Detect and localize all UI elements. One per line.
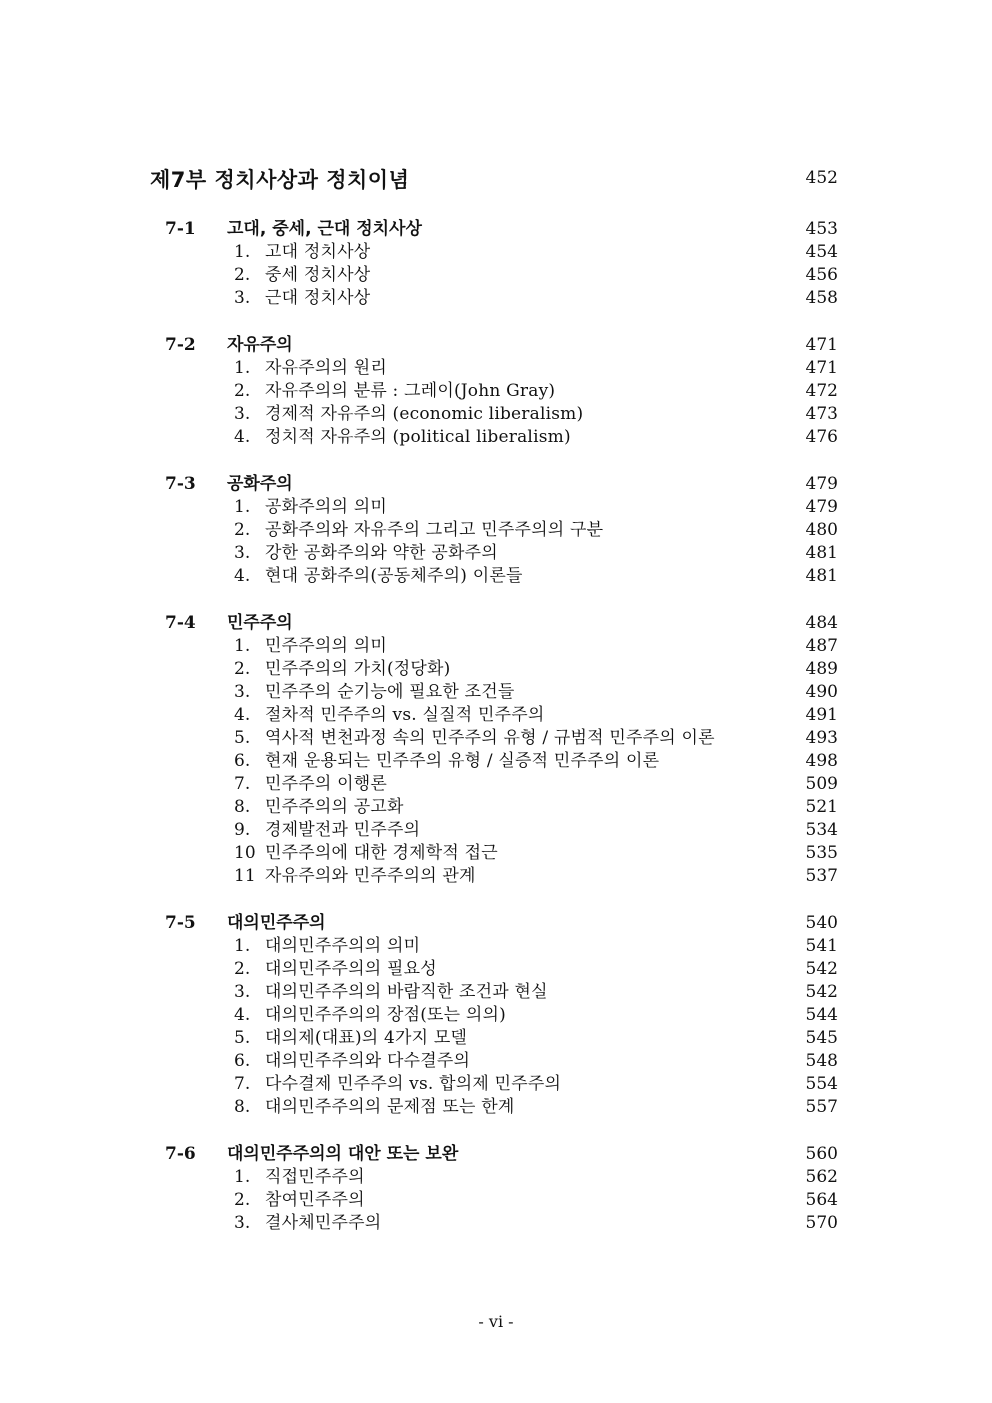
entry-title: 다수결제 민주주의 vs. 합의제 민주주의 (265, 1074, 562, 1094)
section-page-number: 484 (805, 613, 838, 633)
entry-number: 5. (234, 728, 251, 748)
entry-number: 9. (234, 820, 251, 840)
entry-number: 3. (234, 404, 251, 424)
entry-page-number: 537 (805, 866, 838, 886)
entry-title: 현대 공화주의(공동체주의) 이론들 (265, 566, 523, 586)
toc-entry-row (165, 981, 838, 1004)
entry-page-number: 480 (805, 520, 838, 540)
toc-entry-row (165, 819, 838, 842)
entry-page-number: 487 (805, 636, 838, 656)
toc-entry-row (165, 241, 838, 264)
toc-entry-row (165, 1050, 838, 1073)
part-page-number: 452 (805, 168, 838, 188)
toc-entry-row (165, 1166, 838, 1189)
toc-section (165, 1143, 838, 1235)
section-page-number: 479 (805, 474, 838, 494)
entry-number: 10 (234, 843, 256, 863)
entry-number: 8. (234, 797, 251, 817)
entry-page-number: 541 (805, 936, 838, 956)
toc-entry-row (165, 842, 838, 865)
entry-number: 3. (234, 288, 251, 308)
entry-page-number: 535 (805, 843, 838, 863)
section-number: 7-5 (165, 913, 196, 933)
section-title: 대의민주주의 (227, 913, 326, 933)
section-heading-row (165, 334, 838, 357)
entry-page-number: 481 (805, 566, 838, 586)
entry-title: 민주주의의 가치(정당화) (265, 659, 451, 679)
entry-title: 자유주의의 분류 : 그레이(John Gray) (265, 381, 556, 401)
entry-title: 고대 정치사상 (265, 242, 371, 262)
entry-number: 3. (234, 1213, 251, 1233)
section-page-number: 540 (805, 913, 838, 933)
entry-title: 정치적 자유주의 (political liberalism) (265, 427, 571, 447)
toc-entry-row (165, 958, 838, 981)
toc-entry-row (165, 264, 838, 287)
entry-title: 대의민주주의의 의미 (265, 936, 421, 956)
toc-entry-row (165, 750, 838, 773)
entry-page-number: 490 (805, 682, 838, 702)
toc-entry-row (165, 1027, 838, 1050)
entry-page-number: 471 (805, 358, 838, 378)
entry-number: 2. (234, 659, 251, 679)
toc-entry-row (165, 935, 838, 958)
toc-entry-row (165, 635, 838, 658)
section-number: 7-3 (165, 474, 196, 494)
section-title: 자유주의 (227, 335, 293, 355)
entry-number: 11 (234, 866, 256, 886)
section-page-number: 560 (805, 1144, 838, 1164)
entry-number: 6. (234, 1051, 251, 1071)
page-footer-number: - vi - (478, 1312, 514, 1331)
entry-page-number: 562 (805, 1167, 838, 1187)
entry-page-number: 489 (805, 659, 838, 679)
entry-number: 1. (234, 497, 251, 517)
section-page-number: 471 (805, 335, 838, 355)
entry-number: 1. (234, 936, 251, 956)
section-number: 7-4 (165, 613, 196, 633)
entry-title: 민주주의 이행론 (265, 774, 387, 794)
section-number: 7-6 (165, 1144, 196, 1164)
section-title: 공화주의 (227, 474, 293, 494)
entry-page-number: 456 (805, 265, 838, 285)
entry-page-number: 473 (805, 404, 838, 424)
entry-title: 민주주의의 공고화 (265, 797, 404, 817)
entry-number: 8. (234, 1097, 251, 1117)
section-heading-row (165, 612, 838, 635)
entry-title: 자유주의의 원리 (265, 358, 387, 378)
toc-entry-row (165, 796, 838, 819)
entry-title: 현재 운용되는 민주주의 유형 / 실증적 민주주의 이론 (265, 751, 660, 771)
toc-entry-row (165, 681, 838, 704)
entry-page-number: 454 (805, 242, 838, 262)
entry-page-number: 544 (805, 1005, 838, 1025)
entry-page-number: 479 (805, 497, 838, 517)
entry-title: 경제적 자유주의 (economic liberalism) (265, 404, 584, 424)
entry-title: 대의민주주의의 문제점 또는 한계 (265, 1097, 515, 1117)
entry-title: 자유주의와 민주주의의 관계 (265, 866, 476, 886)
entry-title: 경제발전과 민주주의 (265, 820, 421, 840)
entry-number: 4. (234, 1005, 251, 1025)
entry-number: 4. (234, 566, 251, 586)
section-page-number: 453 (805, 219, 838, 239)
toc-entry-row (165, 496, 838, 519)
section-heading-row (165, 1143, 838, 1166)
entry-title: 근대 정치사상 (265, 288, 371, 308)
entry-number: 6. (234, 751, 251, 771)
entry-number: 1. (234, 1167, 251, 1187)
entry-page-number: 534 (805, 820, 838, 840)
section-title: 고대, 중세, 근대 정치사상 (227, 219, 422, 239)
toc-entry-row (165, 542, 838, 565)
entry-number: 3. (234, 982, 251, 1002)
entry-title: 대의민주주의의 바람직한 조건과 현실 (265, 982, 548, 1002)
toc-entry-row (165, 1212, 838, 1235)
entry-number: 2. (234, 1190, 251, 1210)
entry-page-number: 476 (805, 427, 838, 447)
section-title: 대의민주주의의 대안 또는 보완 (227, 1144, 459, 1164)
entry-number: 1. (234, 242, 251, 262)
entry-title: 공화주의의 의미 (265, 497, 387, 517)
entry-page-number: 458 (805, 288, 838, 308)
toc-section (165, 218, 838, 310)
entry-title: 결사체민주주의 (265, 1213, 382, 1233)
entry-title: 대의민주주의의 장점(또는 의의) (265, 1005, 506, 1025)
entry-number: 1. (234, 636, 251, 656)
entry-number: 4. (234, 705, 251, 725)
entry-page-number: 498 (805, 751, 838, 771)
toc-entry-row (165, 403, 838, 426)
entry-number: 4. (234, 427, 251, 447)
entry-title: 대의민주주의의 필요성 (265, 959, 437, 979)
toc-entry-row (165, 287, 838, 310)
entry-page-number: 557 (805, 1097, 838, 1117)
entry-number: 2. (234, 520, 251, 540)
entry-page-number: 491 (805, 705, 838, 725)
entry-page-number: 481 (805, 543, 838, 563)
toc-entry-row (165, 519, 838, 542)
entry-number: 7. (234, 1074, 251, 1094)
entry-title: 절차적 민주주의 vs. 실질적 민주주의 (265, 705, 545, 725)
toc-entry-row (165, 1073, 838, 1096)
entry-title: 공화주의와 자유주의 그리고 민주주의의 구분 (265, 520, 604, 540)
toc-section (165, 334, 838, 449)
entry-title: 대의제(대표)의 4가지 모델 (265, 1028, 468, 1048)
toc-section (165, 612, 838, 888)
entry-title: 민주주의에 대한 경제학적 접근 (265, 843, 498, 863)
entry-page-number: 548 (805, 1051, 838, 1071)
entry-title: 강한 공화주의와 약한 공화주의 (265, 543, 498, 563)
toc-entry-row (165, 773, 838, 796)
toc-entry-row (165, 565, 838, 588)
toc-section (165, 912, 838, 1119)
toc-entry-row (165, 1189, 838, 1212)
section-heading-row (165, 473, 838, 496)
entry-page-number: 570 (805, 1213, 838, 1233)
entry-number: 3. (234, 543, 251, 563)
entry-title: 민주주의의 의미 (265, 636, 387, 656)
entry-page-number: 542 (805, 982, 838, 1002)
toc-entry-row (165, 426, 838, 449)
entry-page-number: 542 (805, 959, 838, 979)
toc-entry-row (165, 658, 838, 681)
toc-entry-row (165, 1096, 838, 1119)
part-title: 제7부 정치사상과 정치이념 (150, 168, 410, 192)
entry-title: 대의민주주의와 다수결주의 (265, 1051, 471, 1071)
toc-entry-row (165, 704, 838, 727)
entry-title: 민주주의 순기능에 필요한 조건들 (265, 682, 515, 702)
entry-number: 7. (234, 774, 251, 794)
toc-sections (165, 218, 838, 1259)
toc-entry-row (165, 1004, 838, 1027)
toc-entry-row (165, 727, 838, 750)
section-number: 7-1 (165, 219, 196, 239)
entry-page-number: 564 (805, 1190, 838, 1210)
entry-number: 2. (234, 959, 251, 979)
entry-page-number: 545 (805, 1028, 838, 1048)
section-number: 7-2 (165, 335, 196, 355)
part-heading (150, 162, 838, 198)
entry-number: 2. (234, 381, 251, 401)
toc-section (165, 473, 838, 588)
entry-title: 중세 정치사상 (265, 265, 371, 285)
entry-title: 직접민주주의 (265, 1167, 365, 1187)
toc-entry-row (165, 357, 838, 380)
entry-page-number: 554 (805, 1074, 838, 1094)
entry-title: 역사적 변천과정 속의 민주주의 유형 / 규범적 민주주의 이론 (265, 728, 715, 748)
toc-entry-row (165, 865, 838, 888)
section-title: 민주주의 (227, 613, 293, 633)
entry-page-number: 521 (805, 797, 838, 817)
entry-number: 1. (234, 358, 251, 378)
entry-page-number: 493 (805, 728, 838, 748)
section-heading-row (165, 218, 838, 241)
entry-page-number: 472 (805, 381, 838, 401)
entry-number: 2. (234, 265, 251, 285)
entry-page-number: 509 (805, 774, 838, 794)
section-heading-row (165, 912, 838, 935)
entry-number: 5. (234, 1028, 251, 1048)
toc-entry-row (165, 380, 838, 403)
entry-title: 참여민주주의 (265, 1190, 365, 1210)
entry-number: 3. (234, 682, 251, 702)
